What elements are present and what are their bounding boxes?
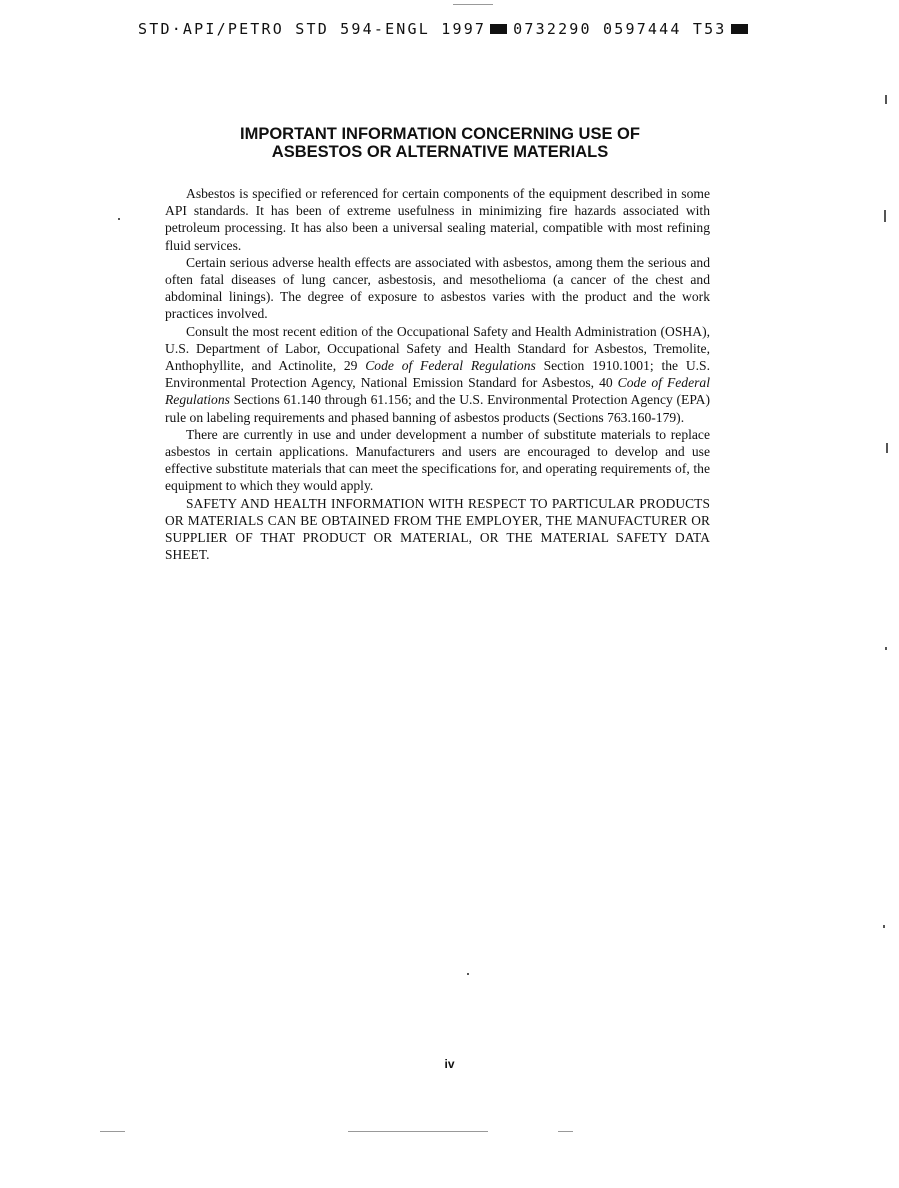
paragraph-asbestos-use: Asbestos is specified or referenced for certain components of the equipment described in some API standards. It has been of extreme usefulness in minimizing fire hazards associated with petroleum processing. It has also been a universal sealing material, compatible with most refining fluid services. — [165, 186, 710, 253]
cfr-title: Code of Federal Regulations — [365, 358, 536, 374]
scan-speck — [885, 647, 887, 650]
title-line-1: IMPORTANT INFORMATION CONCERNING USE OF — [240, 125, 640, 143]
barcode-block — [731, 24, 748, 34]
page-number: iv — [444, 1057, 455, 1071]
header-standard-id: STD·API/PETRO STD 594-ENGL 1997 — [138, 19, 487, 38]
regulations-text: Sections 61.140 through 61.156; and the U.S. Environmental Protection Agency (EPA) rule on labeling requirements and phased banning of asbestos products (Sections 763.160-179). — [165, 392, 710, 425]
scan-speck — [885, 95, 887, 104]
paragraph-safety-notice: SAFETY AND HEALTH INFORMATION WITH RESPECT TO PARTICULAR PRODUCTS OR MATERIALS CAN BE OBTAINED FROM THE EMPLOYER, THE MANUFACTURER OR SUPPLIER OF THAT PRODUCT OR MATERIAL, OR THE MATERIAL SAFETY DATA SHEET. — [165, 495, 710, 563]
paragraph-health-effects: Certain serious adverse health effects are associated with asbestos, among them the serious and often fatal diseases of lung cancer, asbestosis, and mesothelioma (a cancer of the chest and abdominal linings). The degree of exposure to asbestos varies with the product and the work practices involved. — [165, 254, 710, 322]
page-title — [160, 125, 720, 161]
scan-speck — [883, 925, 885, 928]
paragraph-regulations — [165, 323, 710, 426]
barcode-block — [490, 24, 507, 34]
paragraph-substitutes: There are currently in use and under development a number of substitute materials to replace asbestos in certain applications. Manufacturers and users are encouraged to develop and use effective substitute materials that can meet the specifications for, and operating requirements of, the equipment to which they would apply. — [165, 426, 710, 494]
scan-edge-line — [348, 1131, 488, 1132]
regulations-text: Section 1910.1001; the U.S. Environmental Protection Agency, National Emission Standard for Asbestos, 40 — [165, 358, 710, 391]
cfr-title: Code of Federal Regulations — [165, 375, 710, 408]
scan-speck — [118, 218, 120, 220]
regulations-text: Consult the most recent edition of the Occupational Safety and Health Administration (OSHA), U.S. Department of Labor, Occupational Safety and Health Standard for Asbestos, Tremolite, Anthophyllite, and Actinolite, 29 — [165, 323, 710, 374]
body-text — [165, 185, 710, 563]
document-header-code — [138, 19, 758, 43]
scan-edge-line — [100, 1131, 125, 1132]
title-line-2: ASBESTOS OR ALTERNATIVE MATERIALS — [271, 143, 609, 161]
scan-speck — [884, 210, 886, 222]
scan-speck — [467, 973, 469, 975]
scan-edge-line — [453, 4, 493, 5]
header-serial: 0732290 0597444 T53 — [513, 19, 727, 38]
scan-speck — [886, 443, 888, 453]
scan-edge-line — [558, 1131, 573, 1132]
